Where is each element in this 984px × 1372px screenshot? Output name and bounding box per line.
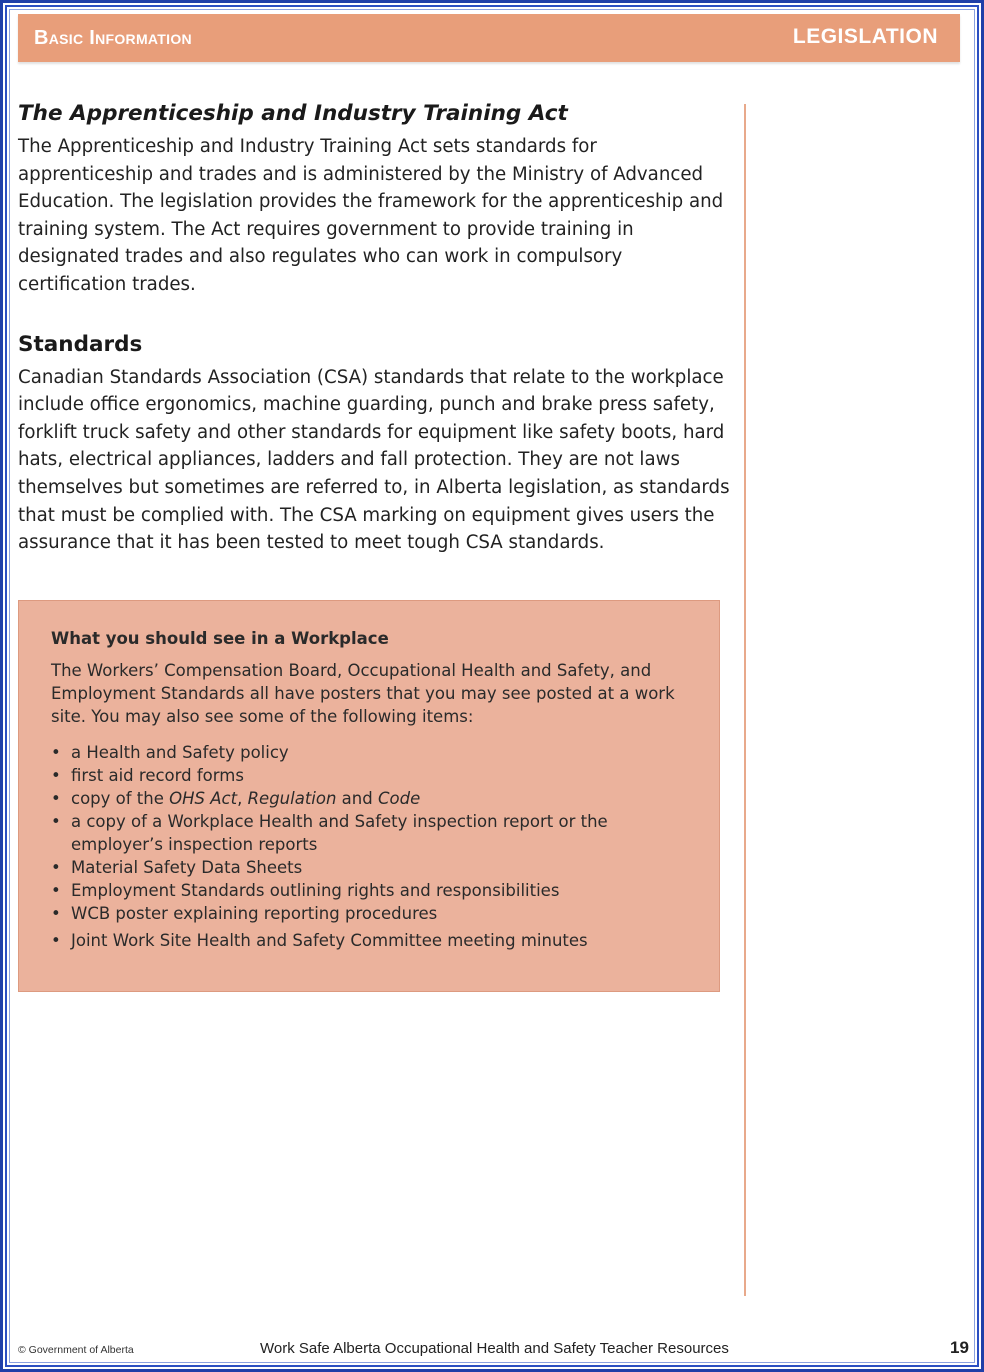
bullet-icon: • [51, 881, 61, 900]
list-item: • Joint Work Site Health and Safety Committee meeting minutes [51, 931, 588, 950]
bullet-icon: • [51, 743, 61, 762]
callout-title: What you should see in a Workplace [51, 629, 389, 648]
bullet-icon: • [51, 812, 61, 831]
topic-label: LEGISLATION [792, 25, 938, 48]
footer-copyright: © Government of Alberta [18, 1344, 134, 1356]
bullet-icon: • [51, 931, 61, 950]
footer-publication-title: Work Safe Alberta Occupational Health and Safety Teacher Resources [260, 1340, 729, 1357]
main-content [18, 98, 730, 557]
list-item: • WCB poster explaining reporting procedures [51, 904, 438, 923]
bullet-icon: • [51, 904, 61, 923]
bullet-icon: • [51, 766, 61, 785]
callout-intro: The Workers’ Compensation Board, Occupational Health and Safety, and Employment Standards all have posters that you may see posted at a work site. You may also see some of the following items: [51, 661, 675, 726]
section-header-bar [18, 14, 960, 62]
list-item: • a copy of a Workplace Health and Safety inspection report or the employer’s inspection reports [51, 812, 608, 854]
bullet-icon: • [51, 858, 61, 877]
standards-paragraph: Canadian Standards Association (CSA) standards that relate to the workplace include office ergonomics, machine guarding, punch and brake press safety, forklift truck safety and other standards for equipment like safety boots, hard hats, electrical appliances, ladders and fall protection. They are not laws themselves but sometimes are referred to, in Alberta legislation, as standards that must be complied with. The CSA marking on equipment gives users the assurance that it has been tested to meet tough CSA standards. [18, 366, 730, 554]
ohs-act-title: OHS Act [169, 789, 238, 808]
list-item: • a Health and Safety policy [51, 743, 289, 762]
list-item: • Employment Standards outlining rights and responsibilities [51, 881, 560, 900]
list-item: • Material Safety Data Sheets [51, 858, 303, 877]
standards-heading: Standards [18, 331, 143, 357]
page-number: 19 [950, 1338, 969, 1357]
act-heading: The Apprenticeship and Industry Training Act [18, 101, 568, 126]
list-item: • copy of the OHS Act, Regulation and Code [51, 789, 421, 808]
column-divider [744, 104, 746, 1296]
act-paragraph: The Apprenticeship and Industry Training Act sets standards for apprenticeship and trades and is administered by the Ministry of Advanced Education. The legislation provides the framework for the apprenticeship and training system. The Act requires government to provide training in designated trades and also regulates who can work in compulsory certification trades. [18, 136, 724, 295]
code-title: Code [377, 789, 421, 808]
list-item: • first aid record forms [51, 766, 244, 785]
bullet-icon: • [51, 789, 61, 808]
section-label: Basic Information [34, 27, 192, 49]
workplace-items-list [51, 741, 691, 952]
workplace-callout-box [18, 600, 720, 992]
regulation-title: Regulation [247, 789, 337, 808]
